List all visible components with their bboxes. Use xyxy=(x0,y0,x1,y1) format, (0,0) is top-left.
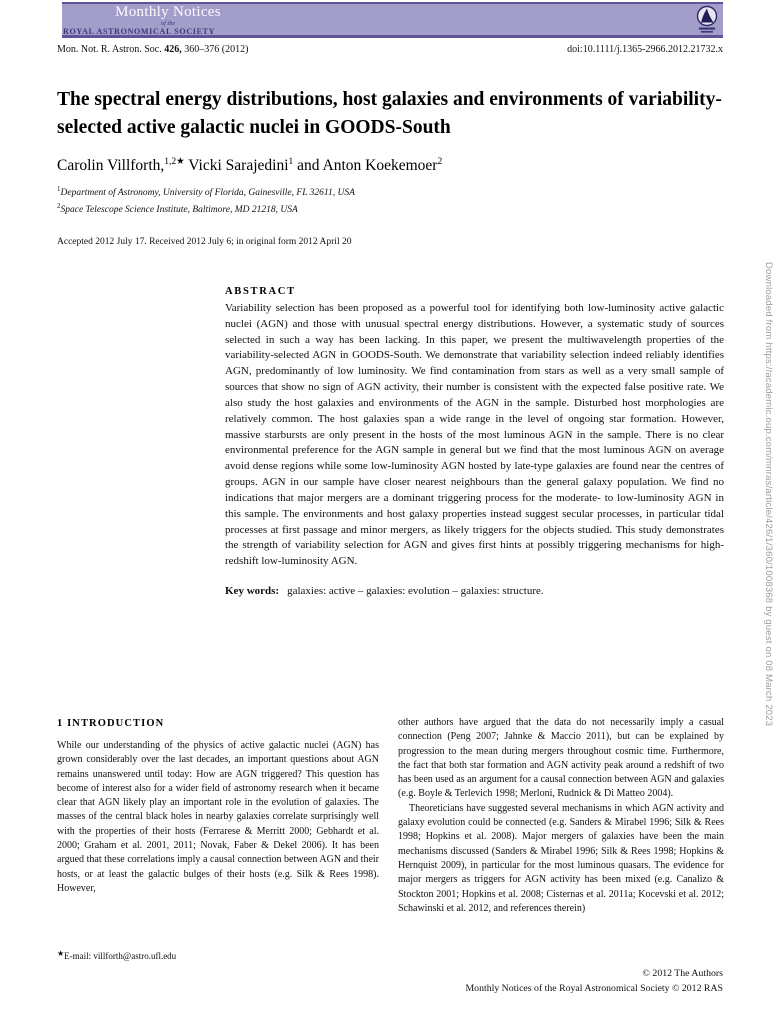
author-affiliation-sup: 1 xyxy=(288,157,294,167)
section-heading-introduction: 1 INTRODUCTION xyxy=(57,718,165,729)
history-line: Accepted 2012 July 17. Received 2012 July 6; in original form 2012 April 20 xyxy=(57,237,352,247)
author-affiliation-sup: 2 xyxy=(437,157,443,167)
journal-banner-text xyxy=(62,5,274,36)
copyright-footer xyxy=(465,966,723,996)
ras-logo-icon xyxy=(694,5,720,35)
intro-right-column xyxy=(398,716,724,916)
keywords-text: galaxies: active – galaxies: evolution – galaxies: structure. xyxy=(287,585,544,598)
keywords-line xyxy=(225,585,724,597)
journal-society-name: ROYAL ASTRONOMICAL SOCIETY xyxy=(63,27,216,36)
email-footnote xyxy=(57,949,176,961)
intro-left-paragraphs xyxy=(57,739,379,896)
citation-volume: 426, xyxy=(164,44,182,55)
paragraph: Theoreticians have suggested several mechanisms in which AGN activity and galaxy evolution could be connected (e.g. Sanders & Mirabel 1996; Silk & Rees 1998; Hopkins et al. 2008). Major mergers of galaxies have been the main mechanisms discussed (Sanders & Mirabel 1996; Silk & Rees 1998; Hopkins & Hernquist 2009), in particular for the most luminous quasars. The evidence for major mergers as triggers for AGN activity has been mixed (e.g. Canalizo & Stockton 2001; Hopkins et al. 2008; Cisternas et al. 2011a; Kocevski et al. 2012; Schawinski et al. 2012, and references therein) xyxy=(398,802,724,914)
abstract-section xyxy=(225,286,724,597)
author-list xyxy=(57,156,723,175)
citation-row xyxy=(57,44,723,55)
journal-title: Monthly Notices xyxy=(115,4,221,20)
keywords-label: Key words: xyxy=(225,585,280,598)
citation-text: Mon. Not. R. Astron. Soc. 426, 360–376 (2012) xyxy=(57,44,249,55)
paragraph: other authors have argued that the data do not necessarily imply a casual connection (Peng 2007; Jahnke & Maccio 2011), but can be explained by progression to the mean during mergers throughout cosmic time. Furthermore, the fact that both star formation and AGN activity peak around a redshift of two has been used as an argument for a causal connection between AGN and galaxies (e.g. Boyle & Terlevich 1998; Merloni, Rudnick & Di Matteo 2004). xyxy=(398,717,724,800)
download-watermark: Downloaded from https://academic.oup.com/mnras/article/426/1/360/1008368 by guest on 08 March 2023 xyxy=(763,262,774,727)
affiliation-line: $^2$Space Telescope Science Institute, Baltimore, MD 21218, USA xyxy=(57,201,298,216)
abstract-text: Variability selection has been proposed as a powerful tool for identifying both low-luminosity active galactic nuclei (AGN) and those with unusual spectral energy distributions. However, a systematic study of sources selected in such a way has been lacking. In this paper, we present the multiwavelength properties of the variability-selected AGN in GOODS-South. We demonstrate that variability selection indeed reliably identifies AGN, predominantly of low luminosity. We find contamination from stars as well as a very small sample of sources that show no sign of AGN activity, their number is consistent with the expected false positive rate. We also study the host galaxies and environments of the AGN in the sample. Disturbed host morphologies are relatively common. The host galaxies span a wide range in the level of ongoing star formation. However, massive starbursts are only present in the hosts of the most luminous AGN in the sample. There is no clear environmental preference for the AGN sample in general but we find that the most luminous AGN on average avoid dense regions while some low-luminosity AGN hosted by late-type galaxies are found near the centres of groups. AGN in our sample have closer nearest neighbours than the general galaxy population. We find no indications that major mergers are a dominant triggering process for the moderate- to low-luminosity AGN in this sample. The environments and host galaxy properties instead suggest secular processes, in particular tidal processes at first passage and minor mergers, as likely triggers for the objects studied. This study demonstrates the strength of variability selection for AGN and gives first hints at possibly triggering mechanisms for high-redshift low-luminosity AGN. xyxy=(225,302,724,568)
paper-title: The spectral energy distributions, host galaxies and environments of variability-selected active galactic nuclei in GOODS-South xyxy=(57,89,722,138)
footnote-text: E-mail: villforth@astro.ufl.edu xyxy=(64,951,177,961)
intro-right-paragraphs xyxy=(398,716,724,916)
journal-subtitle: of the xyxy=(160,20,176,27)
author-name: Vicki Sarajedini xyxy=(184,157,289,175)
affiliation-line: $^1$Department of Astronomy, University of Florida, Gainesville, FL 32611, USA xyxy=(57,185,355,199)
author-affiliation-sup: 1,2★ xyxy=(164,157,185,167)
author-name: and Anton Koekemoer xyxy=(293,157,438,175)
doi-text: doi:10.1111/j.1365-2966.2012.21732.x xyxy=(567,44,723,55)
author-name: Carolin Villforth, xyxy=(57,157,165,175)
footer-line1: © 2012 The Authors xyxy=(642,968,723,979)
paragraph: While our understanding of the physics of active galactic nuclei (AGN) has grown considerably over the last decades, an important questions about AGN remains unanswered until today: How are AGN triggered? This question has become of interest also for a wider field of astronomy research when it became clear that AGN likely play an important role in the evolution of galaxies. The masses of the central black holes in nearby galaxies correlate surprisingly well with the properties of their hosts (Ferrarese & Merritt 2000; Gebhardt et al. 2000; Graham et al. 2001, 2011; Novak, Faber & Dekel 2006). It has been argued that these correlations imply a causal connection between AGN and their hosts, or at least the galactic bulges of their hosts (e.g. Silk & Rees 1998). However, xyxy=(57,740,379,894)
citation-pages: 360–376 (2012) xyxy=(184,44,249,55)
journal-banner xyxy=(62,2,723,38)
footnote-marker: ★ xyxy=(57,949,65,958)
intro-left-column xyxy=(57,716,379,896)
footer-line2: Monthly Notices of the Royal Astronomical Society © 2012 RAS xyxy=(465,983,723,995)
abstract-heading: ABSTRACT xyxy=(225,286,296,297)
affiliation-list xyxy=(57,184,723,218)
